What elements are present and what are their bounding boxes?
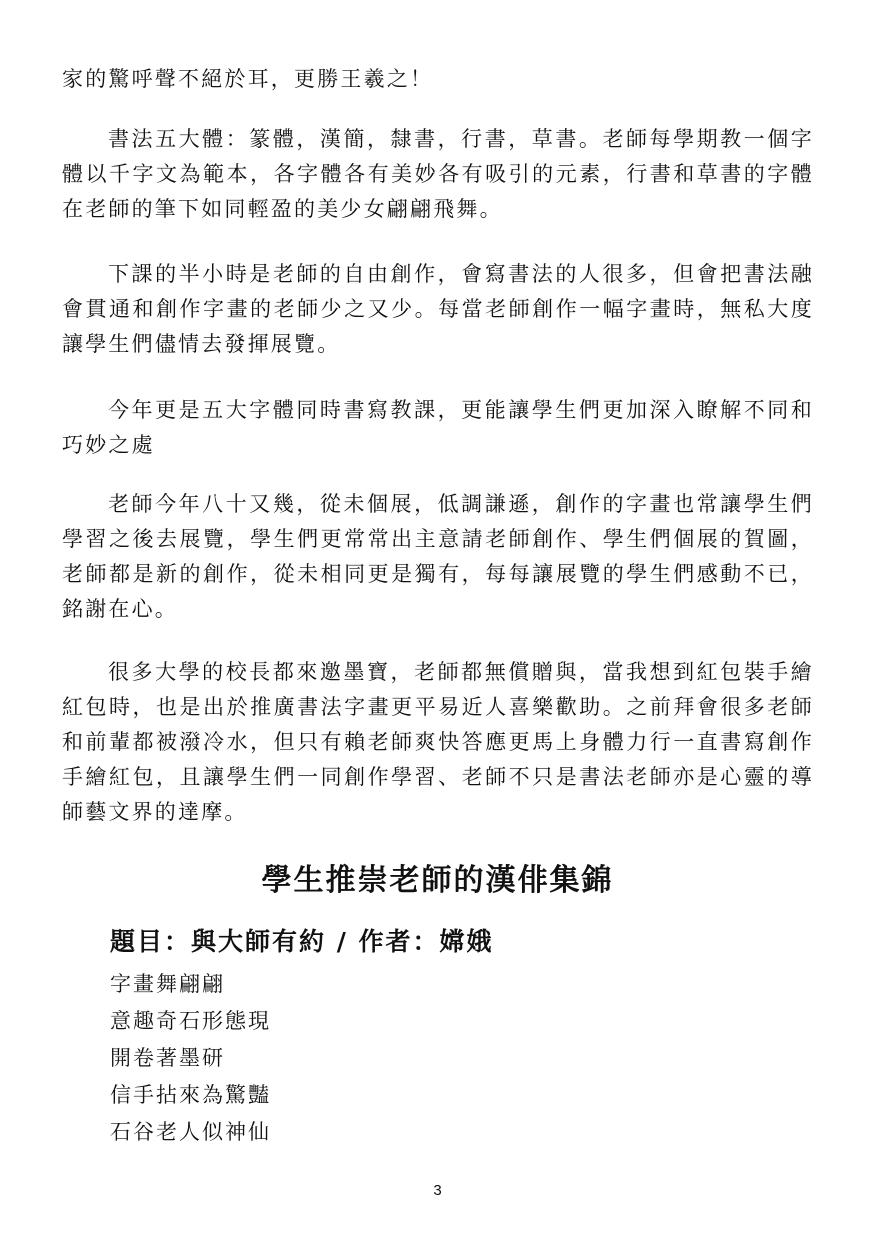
poem-line: 意趣奇石形態現: [110, 1009, 271, 1033]
paragraph-five-scripts: 書法五大體：篆體，漢簡，隸書，行書，草書。老師每學期教一個字體以千字文為範本，各字體各有美妙各有吸引的元素，行書和草書的字體在老師的筆下如同輕盈的美少女翩翩飛舞。: [62, 127, 814, 221]
poem-line: 石谷老人似神仙: [110, 1120, 271, 1144]
poem-heading: 題目：與大師有約 / 作者：嫦娥: [110, 927, 494, 956]
poem-line: 信手拈來為驚豔: [110, 1083, 271, 1107]
paragraph-continuation: 家的驚呼聲不絕於耳，更勝王羲之！: [62, 67, 434, 91]
poem-lines: [110, 966, 271, 1151]
poem-line: 開卷著墨研: [110, 1046, 225, 1070]
paragraph-red-envelopes: 很多大學的校長都來邀墨寶，老師都無償贈與，當我想到紅包裝手繪紅包時，也是出於推廣書法字畫更平易近人喜樂歡助。之前拜會很多老師和前輩都被潑冷水，但只有賴老師爽快答應更馬上身體力行一直書寫創作手繪紅包，且讓學生們一同創作學習、老師不只是書法老師亦是心靈的導師藝文界的達摩。: [62, 660, 814, 824]
poem-line: 字畫舞翩翩: [110, 972, 225, 996]
paragraph-teacher-age: 老師今年八十又幾，從未個展，低調謙遜，創作的字畫也常讓學生們學習之後去展覽，學生們更常常出主意請老師創作、學生們個展的賀圖，老師都是新的創作，從未相同更是獨有，每每讓展覽的學生們感動不已，銘謝在心。: [62, 492, 814, 621]
section-title: 學生推崇老師的漢俳集錦: [261, 863, 614, 898]
page-number: 3: [433, 1182, 442, 1199]
paragraph-free-creation: 下課的半小時是老師的自由創作，會寫書法的人很多，但會把書法融會貫通和創作字畫的老師少之又少。每當老師創作一幅字畫時，無私大度讓學生們儘情去發揮展覽。: [62, 262, 814, 356]
paragraph-this-year: 今年更是五大字體同時書寫教課，更能讓學生們更加深入瞭解不同和巧妙之處: [62, 398, 814, 457]
